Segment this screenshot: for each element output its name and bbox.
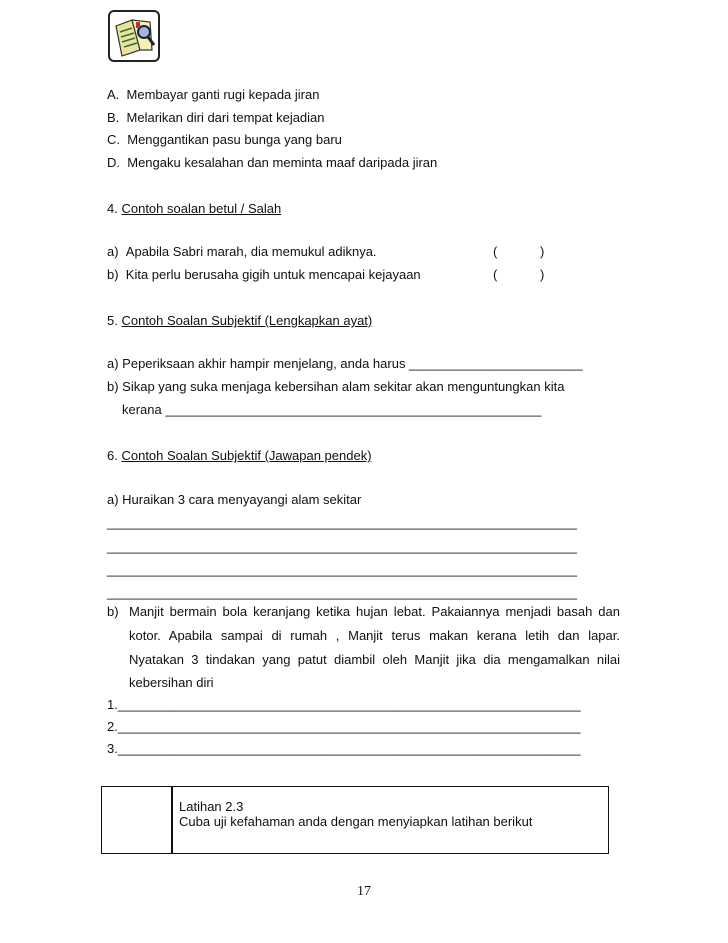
section-6-heading: 6. Contoh Soalan Subjektif (Jawapan pendek) xyxy=(107,448,372,463)
answer-1: 1.________________________________________________________________ xyxy=(107,697,581,712)
s4-item-a-close-bracket: ) xyxy=(540,244,545,259)
s5-item-b-answer: kerana ____________________________________________________ xyxy=(122,402,542,417)
section-4-heading: 4. Contoh soalan betul / Salah xyxy=(107,201,282,216)
s5-item-a: a) Peperiksaan akhir hampir menjelang, anda harus ________________________ xyxy=(107,356,583,371)
option-d: D. Mengaku kesalahan dan meminta maaf daripada jiran xyxy=(107,155,438,170)
s6-item-b-line-4: kebersihan diri xyxy=(129,675,214,690)
box-divider xyxy=(171,787,173,853)
latihan-title: Latihan 2.3 xyxy=(179,799,244,814)
s6-item-b-line-2: kotor. Apabila sampai di rumah , Manjit terus makan kerana letih dan lapar. xyxy=(129,628,620,643)
s6-item-b-label: b) xyxy=(107,604,119,619)
s6-item-b-line-1: Manjit bermain bola keranjang ketika hujan lebat. Pakaiannya menjadi basah dan xyxy=(129,604,620,619)
answer-line: _________________________________________________________________ xyxy=(107,539,577,554)
section-5-heading: 5. Contoh Soalan Subjektif (Lengkapkan ayat) xyxy=(107,313,373,328)
option-a: A. Membayar ganti rugi kepada jiran xyxy=(107,87,320,102)
s6-item-a: a) Huraikan 3 cara menyayangi alam sekitar xyxy=(107,492,362,507)
page-number: 17 xyxy=(357,884,371,899)
s4-item-a: a) Apabila Sabri marah, dia memukul adiknya. xyxy=(107,244,377,259)
option-c: C. Menggantikan pasu bunga yang baru xyxy=(107,132,342,147)
answer-line: _________________________________________________________________ xyxy=(107,562,577,577)
answer-3: 3.________________________________________________________________ xyxy=(107,741,581,756)
option-b: B. Melarikan diri dari tempat kejadian xyxy=(107,110,325,125)
s4-item-a-open-bracket: ( xyxy=(493,244,498,259)
s5-item-b: b) Sikap yang suka menjaga kebersihan alam sekitar akan menguntungkan kita xyxy=(107,379,565,394)
answer-line: _________________________________________________________________ xyxy=(107,515,577,530)
book-magnifier-icon xyxy=(108,10,160,62)
latihan-box xyxy=(101,786,609,854)
s4-item-b: b) Kita perlu berusaha gigih untuk mencapai kejayaan xyxy=(107,267,421,282)
latihan-description: Cuba uji kefahaman anda dengan menyiapkan latihan berikut xyxy=(179,814,533,829)
s6-item-b-line-3: Nyatakan 3 tindakan yang patut diambil oleh Manjit jika dia mengamalkan nilai xyxy=(129,652,620,667)
s4-item-b-open-bracket: ( xyxy=(493,267,498,282)
s4-item-b-close-bracket: ) xyxy=(540,267,545,282)
answer-2: 2.________________________________________________________________ xyxy=(107,719,581,734)
answer-line: _________________________________________________________________ xyxy=(107,585,577,600)
